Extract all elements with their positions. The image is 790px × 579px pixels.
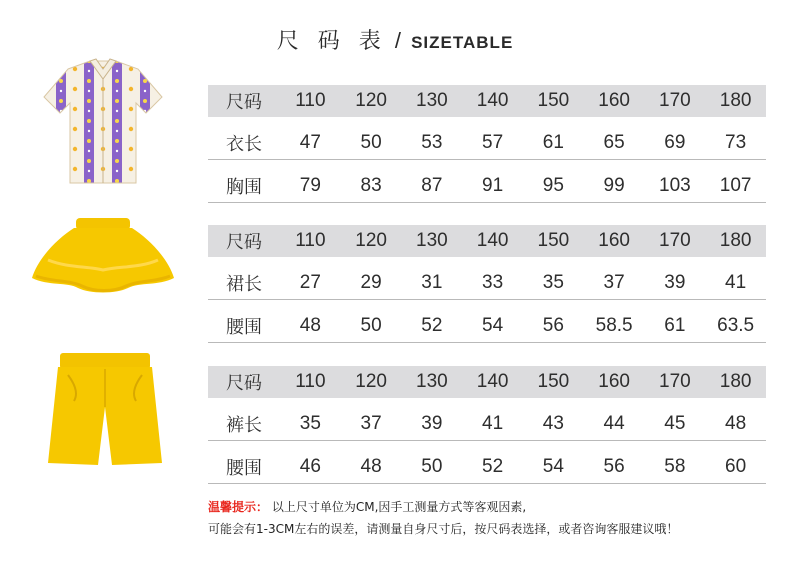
table-cell: 37 (360, 413, 382, 434)
table-cell: 61 (664, 315, 686, 336)
table-cell: 83 (360, 175, 382, 196)
table-cell: 110 (295, 230, 326, 251)
table-cell: 170 (659, 371, 691, 392)
notes-prefix: 温馨提示： (208, 500, 269, 514)
table-cell: 140 (476, 230, 509, 251)
skirt-image (28, 208, 178, 318)
row-label: 腰围 (226, 458, 262, 479)
sizing-notes (208, 496, 678, 540)
table-cell: 140 (476, 90, 509, 111)
table-cell: 48 (725, 413, 747, 434)
table-cell: 43 (542, 413, 564, 434)
table-cell: 160 (598, 371, 630, 392)
row-label: 胸围 (226, 177, 262, 198)
table-cell: 170 (659, 230, 691, 251)
table-cell: 120 (355, 230, 387, 251)
table-row (208, 127, 766, 160)
table-cell: 41 (725, 272, 747, 293)
table-cell: 57 (482, 132, 504, 153)
table-cell: 63.5 (717, 315, 755, 336)
table-cell: 180 (719, 371, 752, 392)
table-cell: 95 (542, 175, 564, 196)
table-cell: 160 (598, 230, 630, 251)
table-cell: 29 (360, 272, 382, 293)
table-cell: 50 (360, 315, 382, 336)
table-cell: 120 (355, 371, 387, 392)
shirt-image (28, 55, 178, 175)
row-label: 衣长 (226, 134, 262, 155)
table-cell: 120 (355, 90, 387, 111)
table-cell: 37 (603, 272, 625, 293)
table-cell: 110 (295, 371, 326, 392)
table-cell: 130 (416, 371, 448, 392)
table-cell: 53 (421, 132, 443, 153)
table-row (208, 267, 766, 300)
page-title (0, 24, 790, 55)
table-cell: 150 (537, 230, 570, 251)
table-cell: 103 (659, 175, 691, 196)
table-cell: 140 (476, 371, 509, 392)
row-label: 裙长 (226, 274, 262, 295)
shorts-image (28, 345, 178, 475)
row-label: 裤长 (226, 415, 262, 436)
table-cell: 110 (295, 90, 326, 111)
notes-text-2: 可能会有1-3CM左右的误差，请测量自身尺寸后，按尺码表选择，或者咨询客服建议哦！ (208, 522, 679, 536)
table-row (208, 451, 766, 484)
table-cell: 58 (664, 456, 686, 477)
table-cell: 56 (603, 456, 625, 477)
table-row (208, 408, 766, 441)
table-cell: 44 (603, 413, 625, 434)
row-label: 尺码 (226, 232, 262, 253)
table-cell: 130 (416, 90, 448, 111)
table-cell: 50 (360, 132, 382, 153)
table-cell: 58.5 (595, 315, 633, 336)
table-cell: 48 (360, 456, 382, 477)
table-cell: 60 (725, 456, 747, 477)
table-cell: 52 (482, 456, 504, 477)
table-cell: 69 (664, 132, 686, 153)
shorts-illustration (28, 345, 178, 475)
table-cell: 39 (664, 272, 686, 293)
notes-line-1 (208, 496, 678, 518)
title-en: SIZETABLE (411, 33, 514, 52)
shirt-illustration (28, 55, 178, 195)
notes-text-1: 以上尺寸单位为CM,因手工测量方式等客观因素, (271, 500, 527, 514)
table-cell: 91 (482, 175, 504, 196)
table-cell: 79 (299, 175, 321, 196)
table-cell: 56 (542, 315, 564, 336)
table-cell: 48 (299, 315, 321, 336)
table-cell: 35 (542, 272, 564, 293)
row-label: 尺码 (226, 92, 262, 113)
row-label: 尺码 (226, 373, 262, 394)
table-cell: 180 (719, 230, 752, 251)
skirt-illustration (28, 208, 178, 318)
title-cn: 尺 码 表 (276, 29, 387, 54)
table-cell: 35 (299, 413, 321, 434)
table-cell: 27 (299, 272, 321, 293)
table-cell: 41 (482, 413, 504, 434)
table-cell: 107 (719, 175, 752, 196)
table-cell: 52 (421, 315, 443, 336)
table-cell: 87 (421, 175, 443, 196)
table-cell: 170 (659, 90, 691, 111)
row-label: 腰围 (226, 317, 262, 338)
table-cell: 33 (482, 272, 504, 293)
table-row (208, 310, 766, 343)
table-cell: 73 (725, 132, 747, 153)
table-cell: 50 (421, 456, 443, 477)
size-table-skirt (208, 225, 766, 343)
table-cell: 150 (537, 90, 570, 111)
table-cell: 130 (416, 230, 448, 251)
size-table-shirt (208, 85, 766, 203)
size-table-shorts (208, 366, 766, 484)
table-cell: 150 (537, 371, 570, 392)
table-cell: 160 (598, 90, 630, 111)
table-header-row (208, 225, 766, 257)
title-slash: / (394, 28, 403, 53)
table-cell: 61 (542, 132, 564, 153)
table-cell: 180 (719, 90, 752, 111)
table-row (208, 170, 766, 203)
table-header-row (208, 366, 766, 398)
table-cell: 45 (664, 413, 686, 434)
table-cell: 39 (421, 413, 443, 434)
table-cell: 65 (603, 132, 625, 153)
table-header-row (208, 85, 766, 117)
table-cell: 46 (299, 456, 321, 477)
table-cell: 99 (603, 175, 625, 196)
table-cell: 54 (542, 456, 564, 477)
table-cell: 47 (299, 132, 321, 153)
table-cell: 31 (421, 272, 443, 293)
table-cell: 54 (482, 315, 504, 336)
